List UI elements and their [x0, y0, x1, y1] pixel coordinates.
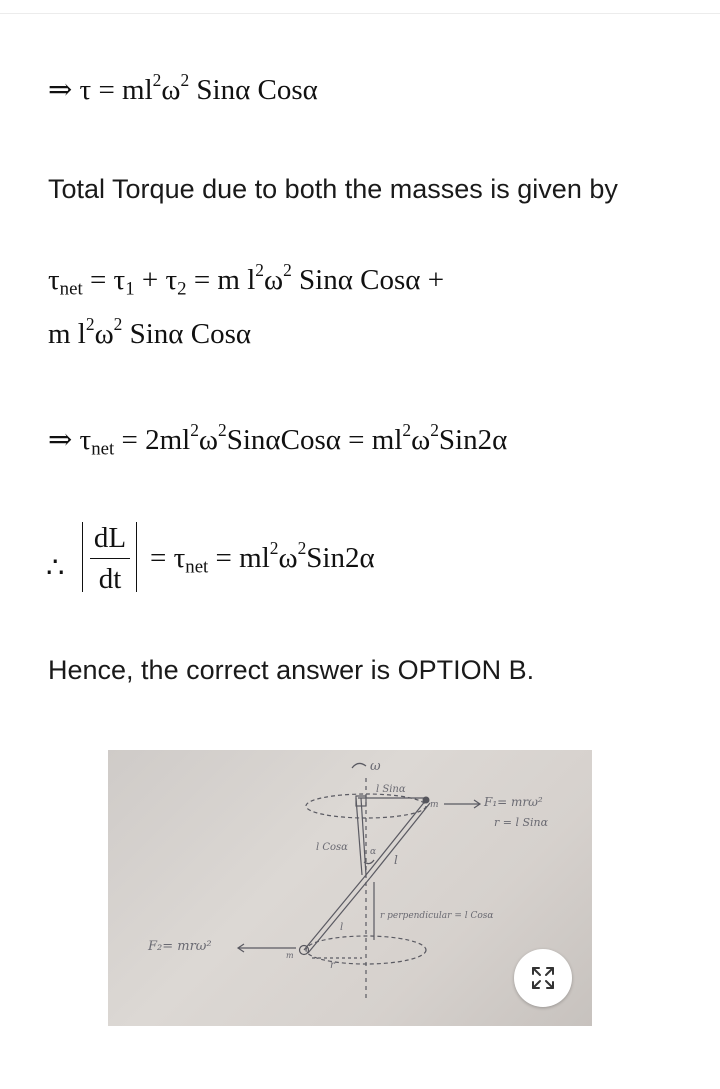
- svg-text:α: α: [370, 847, 377, 857]
- equation-torque-single: ⇒ $\tau = ml^2\omega^2$ Sinα Cosα: [48, 69, 318, 106]
- total-torque-text: Total Torque due to both the masses is given by: [48, 174, 618, 204]
- equation-net-torque-line2: m $l^2\omega^2$ Sinα Cosα: [48, 313, 252, 350]
- svg-text:l Sinα: l Sinα: [376, 784, 406, 795]
- svg-text:r: r: [330, 960, 335, 971]
- svg-text:r = l Sinα: r = l Sinα: [494, 816, 549, 829]
- top-divider: [0, 13, 720, 14]
- equation-net-torque-simplified: ⇒ $\tau_{net} = 2ml^2\omega^2Sin\alpha Cos\alpha = ml^2\omega^2Sin2\alpha$: [48, 419, 508, 460]
- expand-icon: [529, 964, 557, 992]
- svg-text:F₂= mrω²: F₂= mrω²: [148, 939, 212, 954]
- svg-text:F₁= mrω²: F₁= mrω²: [484, 795, 543, 809]
- expand-image-button[interactable]: [514, 949, 572, 1007]
- svg-text:l: l: [340, 922, 344, 933]
- svg-text:r perpendicular = l Cosα: r perpendicular = l Cosα: [380, 911, 494, 921]
- svg-text:l: l: [394, 853, 398, 867]
- answer-text: Hence, the correct answer is OPTION B.: [48, 655, 535, 685]
- svg-text:m: m: [286, 951, 294, 960]
- svg-text:m: m: [430, 800, 439, 810]
- svg-text:ω: ω: [370, 759, 381, 774]
- svg-text:l Cosα: l Cosα: [316, 842, 348, 853]
- equation-net-torque-line1: $\tau_{net} = \tau_1 + \tau_2 = m$ $l^2\omega^2$ Sinα Cosα +: [48, 259, 445, 300]
